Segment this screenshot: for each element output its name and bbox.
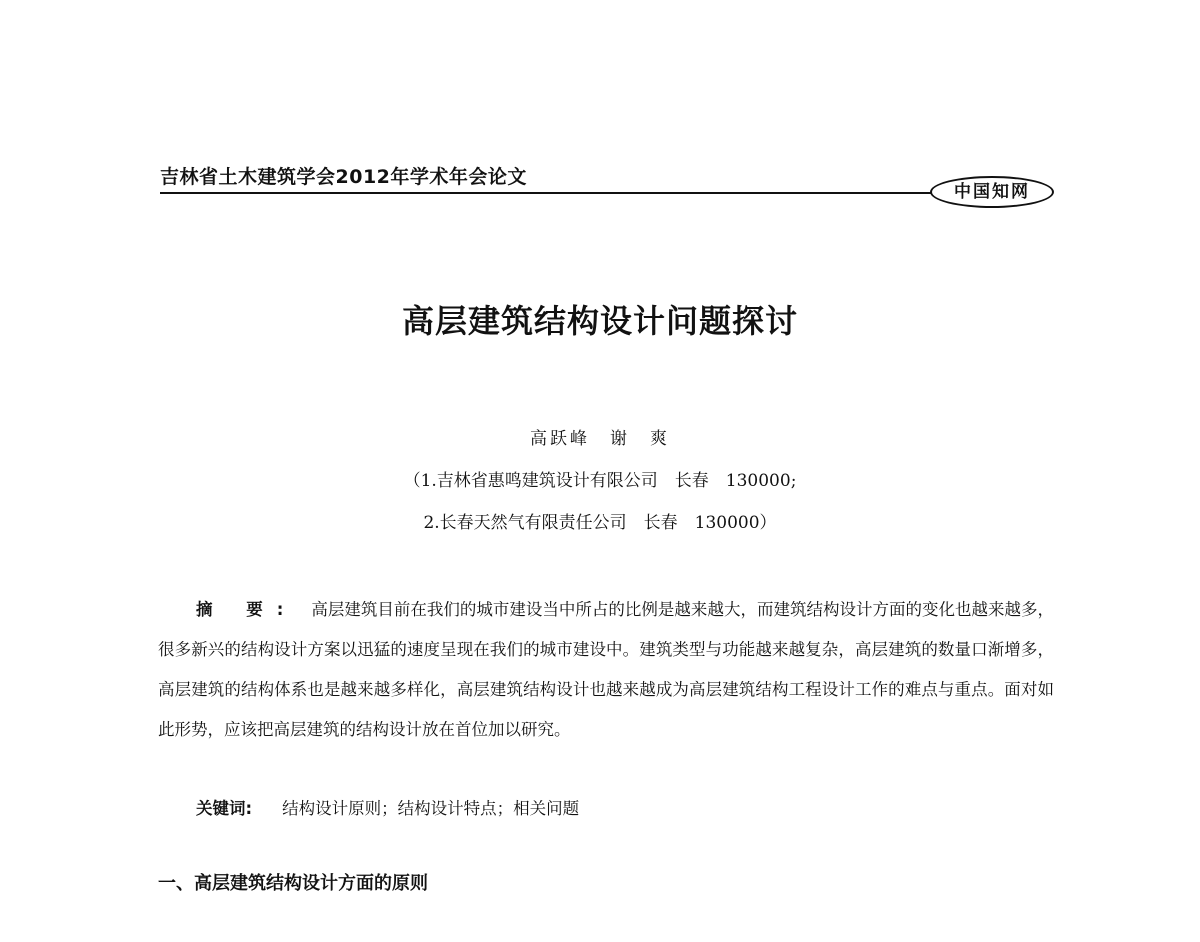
- affiliation-line-2: 2.长春天然气有限责任公司 长春 130000）: [423, 513, 777, 533]
- keywords: [196, 795, 579, 819]
- keywords-text: 结构设计原则；结构设计特点；相关问题: [282, 799, 580, 818]
- section-heading: 一、高层建筑结构设计方面的原则: [158, 873, 428, 894]
- keywords-label: 关键词:: [196, 799, 253, 818]
- abstract: [158, 590, 1054, 750]
- proceedings-header-title: 吉林省土木建筑学会2012年学术年会论文: [160, 166, 527, 188]
- header-rule: [160, 192, 938, 194]
- affiliation-line-1: （1.吉林省惠鸣建筑设计有限公司 长春 130000;: [403, 471, 797, 491]
- abstract-text: 高层建筑目前在我们的城市建设当中所占的比例是越来越大，而建筑结构设计方面的变化也越来越多，很多新兴的结构设计方案以迅猛的速度呈现在我们的城市建设中。建筑类型与功能越来越复杂，高层建筑的数量口渐增多，高层建筑的结构体系也是越来越多样化，高层建筑结构设计也越来越成为高层建筑结构工程设计工作的难点与重点。面对如此形势，应该把高层建筑的结构设计放在首位加以研究。: [158, 600, 1055, 739]
- abstract-label: 摘 要:: [196, 600, 298, 619]
- authors: 高跃峰 谢 爽: [530, 429, 670, 449]
- cnki-logo: 中国知网: [930, 176, 1054, 208]
- paper-title: 高层建筑结构设计问题探讨: [401, 302, 798, 340]
